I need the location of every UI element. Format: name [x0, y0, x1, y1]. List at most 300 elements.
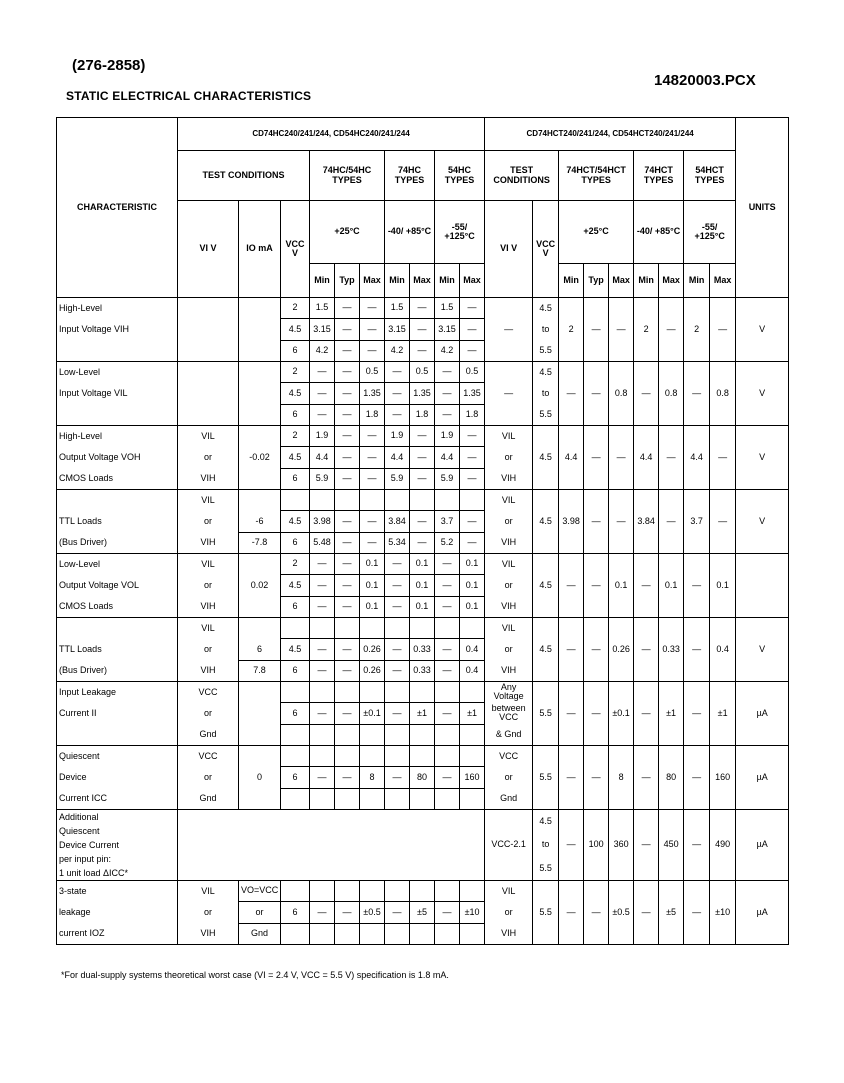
- hc-value-cell: 5.48: [310, 532, 335, 553]
- header-hc-types-2: 74HC TYPES: [385, 151, 435, 201]
- table-row: [57, 362, 789, 383]
- hc-value-cell: —: [310, 383, 335, 404]
- hc-value-cell: —: [310, 362, 335, 383]
- vcc-cell: [281, 618, 310, 639]
- hc-value-cell: —: [410, 340, 435, 361]
- characteristic-label: Additional: [59, 812, 99, 822]
- vi-cell: Gnd: [178, 724, 239, 745]
- hc-value-cell: —: [360, 426, 385, 447]
- vi-cell: or: [178, 575, 239, 596]
- hct-vi-cell: VIH: [485, 532, 533, 553]
- vcc-cell: 2: [281, 298, 310, 319]
- vcc-cell: 4.5: [281, 639, 310, 660]
- hct-value-cell: 4.4: [634, 426, 659, 490]
- hc-value-cell: [360, 881, 385, 902]
- characteristic-label: Current II: [59, 708, 97, 718]
- hct-vcc-cell: [533, 426, 559, 447]
- hct-vi-cell: VCC-2.1: [485, 810, 533, 881]
- vi-cell: [178, 340, 239, 361]
- hc-value-cell: —: [310, 902, 335, 923]
- hct-value-cell: 0.26: [609, 618, 634, 682]
- header-min: Min: [435, 264, 460, 298]
- hc-value-cell: —: [460, 426, 485, 447]
- units-cell: µA: [736, 881, 789, 945]
- hct-vi-cell: [485, 404, 533, 425]
- table-row: [57, 554, 789, 575]
- hct-value-cell: 8: [609, 746, 634, 810]
- header-max: Max: [460, 264, 485, 298]
- header-min: Min: [559, 264, 584, 298]
- hct-value-cell: 80: [659, 746, 684, 810]
- hct-value-cell: ±0.5: [609, 881, 634, 945]
- header-max: Max: [360, 264, 385, 298]
- io-cell: [239, 596, 281, 617]
- hc-value-cell: ±10: [460, 902, 485, 923]
- characteristic-label: TTL Loads: [59, 516, 102, 526]
- characteristics-table: [56, 117, 789, 945]
- characteristics-body: [57, 298, 789, 945]
- hc-value-cell: [385, 881, 410, 902]
- hc-value-cell: [310, 618, 335, 639]
- hct-vi-cell: VIL: [485, 426, 533, 447]
- header-max: Max: [410, 264, 435, 298]
- hc-value-cell: 5.9: [310, 468, 335, 489]
- vcc-cell: 4.5: [281, 319, 310, 340]
- hct-value-cell: 3.7: [684, 490, 710, 554]
- table-row: [57, 810, 789, 834]
- hct-value-cell: —: [584, 881, 609, 945]
- io-cell: Gnd: [239, 923, 281, 944]
- hct-vcc-cell: 4.5: [533, 298, 559, 319]
- hc-value-cell: —: [385, 575, 410, 596]
- hct-value-cell: —: [684, 810, 710, 881]
- vcc-cell: [281, 682, 310, 703]
- hc-value-cell: 3.15: [385, 319, 410, 340]
- vi-cell: [178, 362, 239, 383]
- header-hc-types-3: 54HC TYPES: [435, 151, 485, 201]
- vcc-cell: 6: [281, 767, 310, 788]
- hct-value-cell: —: [634, 746, 659, 810]
- hc-value-cell: [410, 724, 435, 745]
- hc-value-cell: —: [335, 703, 360, 724]
- hct-value-cell: 0.33: [659, 618, 684, 682]
- hct-vcc-cell: 4.5: [533, 639, 559, 660]
- units-cell: µA: [736, 746, 789, 810]
- hct-value-cell: 4.4: [684, 426, 710, 490]
- characteristic-label: Input Leakage: [59, 687, 117, 697]
- hc-value-cell: —: [310, 639, 335, 660]
- hct-value-cell: —: [584, 298, 609, 362]
- characteristic-label: Output Voltage VOH: [59, 452, 141, 462]
- hc-value-cell: 3.98: [310, 511, 335, 532]
- hct-value-cell: —: [584, 618, 609, 682]
- hc-value-cell: 4.2: [310, 340, 335, 361]
- hct-value-cell: —: [684, 682, 710, 746]
- hc-value-cell: [385, 490, 410, 511]
- vi-cell: [178, 298, 239, 319]
- hct-vi-cell: VIL: [485, 618, 533, 639]
- hct-value-cell: 0.1: [710, 554, 736, 618]
- hct-value-cell: —: [584, 490, 609, 554]
- hct-vcc-cell: 4.5: [533, 575, 559, 596]
- hc-value-cell: [335, 682, 360, 703]
- vi-cell: or: [178, 447, 239, 468]
- hc-value-cell: —: [335, 340, 360, 361]
- hc-value-cell: —: [385, 767, 410, 788]
- hc-value-cell: —: [310, 703, 335, 724]
- hct-vcc-cell: [533, 746, 559, 767]
- hc-value-cell: —: [435, 639, 460, 660]
- hct-vi-cell: [485, 340, 533, 361]
- hc-value-cell: —: [435, 554, 460, 575]
- hc-value-cell: [410, 788, 435, 809]
- hc-value-cell: [460, 746, 485, 767]
- io-cell: or: [239, 902, 281, 923]
- characteristic-cell: [57, 810, 178, 881]
- hc-value-cell: 4.4: [310, 447, 335, 468]
- hc-value-cell: —: [335, 447, 360, 468]
- hc-value-cell: [460, 881, 485, 902]
- hc-value-cell: —: [410, 532, 435, 553]
- hc-value-cell: ±0.5: [360, 902, 385, 923]
- hc-value-cell: 1.35: [460, 383, 485, 404]
- hc-value-cell: 0.1: [360, 596, 385, 617]
- characteristic-cell: [57, 682, 178, 746]
- hc-value-cell: —: [460, 468, 485, 489]
- hc-value-cell: 1.9: [435, 426, 460, 447]
- vi-cell: or: [178, 902, 239, 923]
- hc-value-cell: 0.1: [410, 596, 435, 617]
- hct-vcc-cell: [533, 682, 559, 703]
- hc-value-cell: —: [460, 298, 485, 319]
- hc-value-cell: 1.5: [385, 298, 410, 319]
- vcc-cell: [281, 490, 310, 511]
- vcc-cell: [281, 881, 310, 902]
- hct-value-cell: 0.1: [659, 554, 684, 618]
- io-cell: [239, 490, 281, 511]
- hct-value-cell: 160: [710, 746, 736, 810]
- hc-value-cell: [335, 881, 360, 902]
- hc-value-cell: [335, 788, 360, 809]
- hc-value-cell: [335, 618, 360, 639]
- io-cell: [239, 682, 281, 703]
- characteristic-label: per input pin:: [59, 854, 112, 864]
- hct-value-cell: 2: [559, 298, 584, 362]
- hc-value-cell: 1.8: [360, 404, 385, 425]
- io-cell: [239, 724, 281, 745]
- characteristic-label: (Bus Driver): [59, 665, 108, 675]
- hct-value-cell: —: [659, 490, 684, 554]
- io-cell: [239, 703, 281, 724]
- characteristic-cell: [57, 490, 178, 554]
- characteristic-label: CMOS Loads: [59, 601, 114, 611]
- hct-value-cell: —: [559, 881, 584, 945]
- hc-value-cell: —: [335, 532, 360, 553]
- hc-value-cell: [435, 618, 460, 639]
- hc-value-cell: —: [360, 532, 385, 553]
- characteristic-label: leakage: [59, 907, 91, 917]
- hc-value-cell: —: [335, 575, 360, 596]
- hc-value-cell: [385, 923, 410, 944]
- hc-value-cell: —: [335, 596, 360, 617]
- hct-vi-cell: or: [485, 767, 533, 788]
- characteristic-cell: [57, 746, 178, 810]
- vi-cell: VCC: [178, 682, 239, 703]
- hc-value-cell: 8: [360, 767, 385, 788]
- hct-value-cell: 450: [659, 810, 684, 881]
- hc-value-cell: —: [435, 362, 460, 383]
- table-row: [57, 426, 789, 447]
- hc-value-cell: —: [435, 767, 460, 788]
- characteristic-label: [59, 618, 175, 639]
- hc-value-cell: [410, 618, 435, 639]
- hct-vcc-cell: 5.5: [533, 767, 559, 788]
- characteristic-cell: [57, 298, 178, 362]
- hc-value-cell: —: [310, 767, 335, 788]
- hct-value-cell: —: [634, 362, 659, 426]
- io-cell: [239, 788, 281, 809]
- hc-value-cell: ±1: [410, 703, 435, 724]
- hc-value-cell: —: [435, 596, 460, 617]
- hct-vcc-cell: 5.5: [533, 404, 559, 425]
- characteristic-label: Quiescent: [59, 826, 100, 836]
- hc-value-cell: [310, 746, 335, 767]
- hc-value-cell: [385, 746, 410, 767]
- vcc-cell: [281, 923, 310, 944]
- io-cell: -6: [239, 511, 281, 532]
- hc-value-cell: [385, 724, 410, 745]
- hct-vi-cell: [485, 362, 533, 383]
- characteristic-label: (Bus Driver): [59, 537, 108, 547]
- hct-value-cell: 0.1: [609, 554, 634, 618]
- hc-value-cell: —: [360, 319, 385, 340]
- hct-value-cell: —: [634, 881, 659, 945]
- hc-value-cell: 0.1: [410, 575, 435, 596]
- hc-value-cell: 1.5: [435, 298, 460, 319]
- hct-value-cell: ±0.1: [609, 682, 634, 746]
- characteristic-label: [59, 490, 175, 511]
- header-max: Max: [609, 264, 634, 298]
- characteristic-cell: [57, 881, 178, 945]
- hc-value-cell: 0.1: [410, 554, 435, 575]
- io-cell: [239, 746, 281, 767]
- hc-value-cell: [360, 788, 385, 809]
- vcc-cell: 6: [281, 902, 310, 923]
- vi-cell: VIL: [178, 554, 239, 575]
- hc-value-cell: [360, 923, 385, 944]
- hct-value-cell: —: [609, 490, 634, 554]
- characteristic-label: CMOS Loads: [59, 473, 114, 483]
- hct-vcc-cell: [533, 724, 559, 745]
- hc-value-cell: —: [335, 383, 360, 404]
- hct-vi-cell: between VCC: [485, 703, 533, 724]
- hct-value-cell: —: [684, 881, 710, 945]
- hc-value-cell: —: [385, 639, 410, 660]
- hc-value-cell: 160: [460, 767, 485, 788]
- header-hct-types-2: 74HCT TYPES: [634, 151, 684, 201]
- hc-value-cell: [310, 490, 335, 511]
- hct-value-cell: —: [559, 746, 584, 810]
- hc-value-cell: [435, 923, 460, 944]
- units-cell: µA: [736, 810, 789, 881]
- vi-cell: or: [178, 703, 239, 724]
- hc-value-cell: 1.9: [385, 426, 410, 447]
- hct-value-cell: —: [559, 810, 584, 881]
- header-hc-test-conditions: TEST CONDITIONS: [178, 151, 310, 201]
- hc-value-cell: [435, 881, 460, 902]
- io-cell: -7.8: [239, 532, 281, 553]
- hc-value-cell: —: [435, 703, 460, 724]
- hc-value-cell: 1.9: [310, 426, 335, 447]
- hct-vi-cell: or: [485, 511, 533, 532]
- characteristic-label: Output Voltage VOL: [59, 580, 140, 590]
- vi-cell: VIH: [178, 596, 239, 617]
- hc-value-cell: 80: [410, 767, 435, 788]
- hct-vi-cell: or: [485, 447, 533, 468]
- header-vi: VI V: [178, 201, 239, 298]
- hc-value-cell: 4.2: [435, 340, 460, 361]
- hct-value-cell: 0.4: [710, 618, 736, 682]
- vcc-cell: 6: [281, 703, 310, 724]
- header-max: Max: [710, 264, 736, 298]
- header-typ: Typ: [335, 264, 360, 298]
- hc-value-cell: —: [385, 404, 410, 425]
- hc-value-cell: —: [335, 554, 360, 575]
- hc-value-cell: [385, 682, 410, 703]
- hc-value-cell: —: [360, 298, 385, 319]
- hc-value-cell: 3.84: [385, 511, 410, 532]
- io-cell: -0.02: [239, 447, 281, 468]
- hc-value-cell: —: [410, 319, 435, 340]
- hc-value-cell: [410, 682, 435, 703]
- characteristic-cell: [57, 426, 178, 490]
- header-hct-85c: -40/ +85°C: [634, 201, 684, 264]
- units-cell: V: [736, 298, 789, 362]
- hc-value-cell: [435, 724, 460, 745]
- hct-vcc-cell: [533, 881, 559, 902]
- hc-value-cell: 0.4: [460, 639, 485, 660]
- hct-vcc-cell: 4.5: [533, 511, 559, 532]
- header-io: IO mA: [239, 201, 281, 298]
- hc-value-cell: —: [410, 511, 435, 532]
- hct-vcc-cell: 4.5: [533, 362, 559, 383]
- hc-value-cell: —: [360, 468, 385, 489]
- hc-value-cell: [410, 923, 435, 944]
- hc-value-cell: —: [460, 340, 485, 361]
- io-cell: [239, 618, 281, 639]
- characteristic-label: [59, 724, 175, 745]
- hct-value-cell: —: [609, 298, 634, 362]
- characteristic-label: Low-Level: [59, 559, 101, 569]
- hct-vi-cell: VIH: [485, 923, 533, 944]
- header-min: Min: [634, 264, 659, 298]
- io-cell: [239, 383, 281, 404]
- hc-value-cell: ±0.1: [360, 703, 385, 724]
- hc-value-cell: —: [335, 319, 360, 340]
- io-cell: 0: [239, 767, 281, 788]
- hct-vcc-cell: 4.5: [533, 810, 559, 834]
- io-cell: [239, 362, 281, 383]
- vi-cell: Gnd: [178, 788, 239, 809]
- hc-value-cell: —: [435, 902, 460, 923]
- hc-value-cell: —: [310, 554, 335, 575]
- hct-value-cell: 0.8: [710, 362, 736, 426]
- page-title: STATIC ELECTRICAL CHARACTERISTICS: [66, 89, 312, 103]
- hct-vcc-cell: 5.5: [533, 857, 559, 881]
- hc-value-cell: —: [335, 511, 360, 532]
- header-hc-125c: -55/ +125°C: [435, 201, 485, 264]
- hct-vcc-cell: [533, 660, 559, 681]
- hct-vcc-cell: 5.5: [533, 902, 559, 923]
- hct-vi-cell: Any Voltage: [485, 682, 533, 703]
- vi-cell: VIL: [178, 490, 239, 511]
- units-cell: V: [736, 426, 789, 490]
- vcc-cell: [281, 746, 310, 767]
- vi-cell: [178, 404, 239, 425]
- hc-value-cell: [310, 788, 335, 809]
- vi-cell: VCC: [178, 746, 239, 767]
- hc-value-cell: [460, 618, 485, 639]
- units-cell: [736, 554, 789, 618]
- characteristic-label: Input Voltage VIH: [59, 324, 130, 334]
- hc-value-cell: —: [310, 575, 335, 596]
- hct-vi-cell: VCC: [485, 746, 533, 767]
- hct-vi-cell: VIH: [485, 596, 533, 617]
- hc-value-cell: 3.15: [435, 319, 460, 340]
- hct-vcc-cell: [533, 618, 559, 639]
- hc-value-cell: [435, 682, 460, 703]
- hc-value-cell: [460, 682, 485, 703]
- characteristic-label: current IOZ: [59, 928, 105, 938]
- hct-vcc-cell: to: [533, 319, 559, 340]
- hc-value-cell: [360, 618, 385, 639]
- header-min: Min: [310, 264, 335, 298]
- hc-value-cell: 1.8: [410, 404, 435, 425]
- hct-value-cell: —: [634, 810, 659, 881]
- hct-value-cell: 3.98: [559, 490, 584, 554]
- hc-value-cell: [360, 746, 385, 767]
- hc-value-cell: [460, 923, 485, 944]
- hc-value-cell: —: [435, 660, 460, 681]
- vi-cell: VIH: [178, 923, 239, 944]
- hc-value-cell: —: [360, 447, 385, 468]
- hct-value-cell: —: [584, 746, 609, 810]
- hct-vcc-cell: 4.5: [533, 447, 559, 468]
- hct-vcc-cell: [533, 788, 559, 809]
- hc-value-cell: 0.4: [460, 660, 485, 681]
- hc-value-cell: [360, 682, 385, 703]
- header-hc-types-1: 74HC/54HC TYPES: [310, 151, 385, 201]
- hc-value-cell: —: [460, 532, 485, 553]
- vi-cell: VIH: [178, 532, 239, 553]
- hct-value-cell: —: [559, 554, 584, 618]
- hc-value-cell: 0.33: [410, 639, 435, 660]
- header-vcc: VCC V: [281, 201, 310, 298]
- header-hct-vcc: VCC V: [533, 201, 559, 298]
- vcc-cell: 4.5: [281, 447, 310, 468]
- hc-value-cell: 5.9: [435, 468, 460, 489]
- hc-value-cell: ±1: [460, 703, 485, 724]
- hct-vcc-cell: [533, 923, 559, 944]
- hct-value-cell: —: [634, 554, 659, 618]
- characteristic-label: Low-Level: [59, 367, 101, 377]
- hc-value-cell: —: [460, 319, 485, 340]
- hc-value-cell: —: [360, 340, 385, 361]
- hc-value-cell: [335, 923, 360, 944]
- hc-value-cell: —: [335, 902, 360, 923]
- hct-value-cell: 0.8: [659, 362, 684, 426]
- hct-value-cell: —: [684, 746, 710, 810]
